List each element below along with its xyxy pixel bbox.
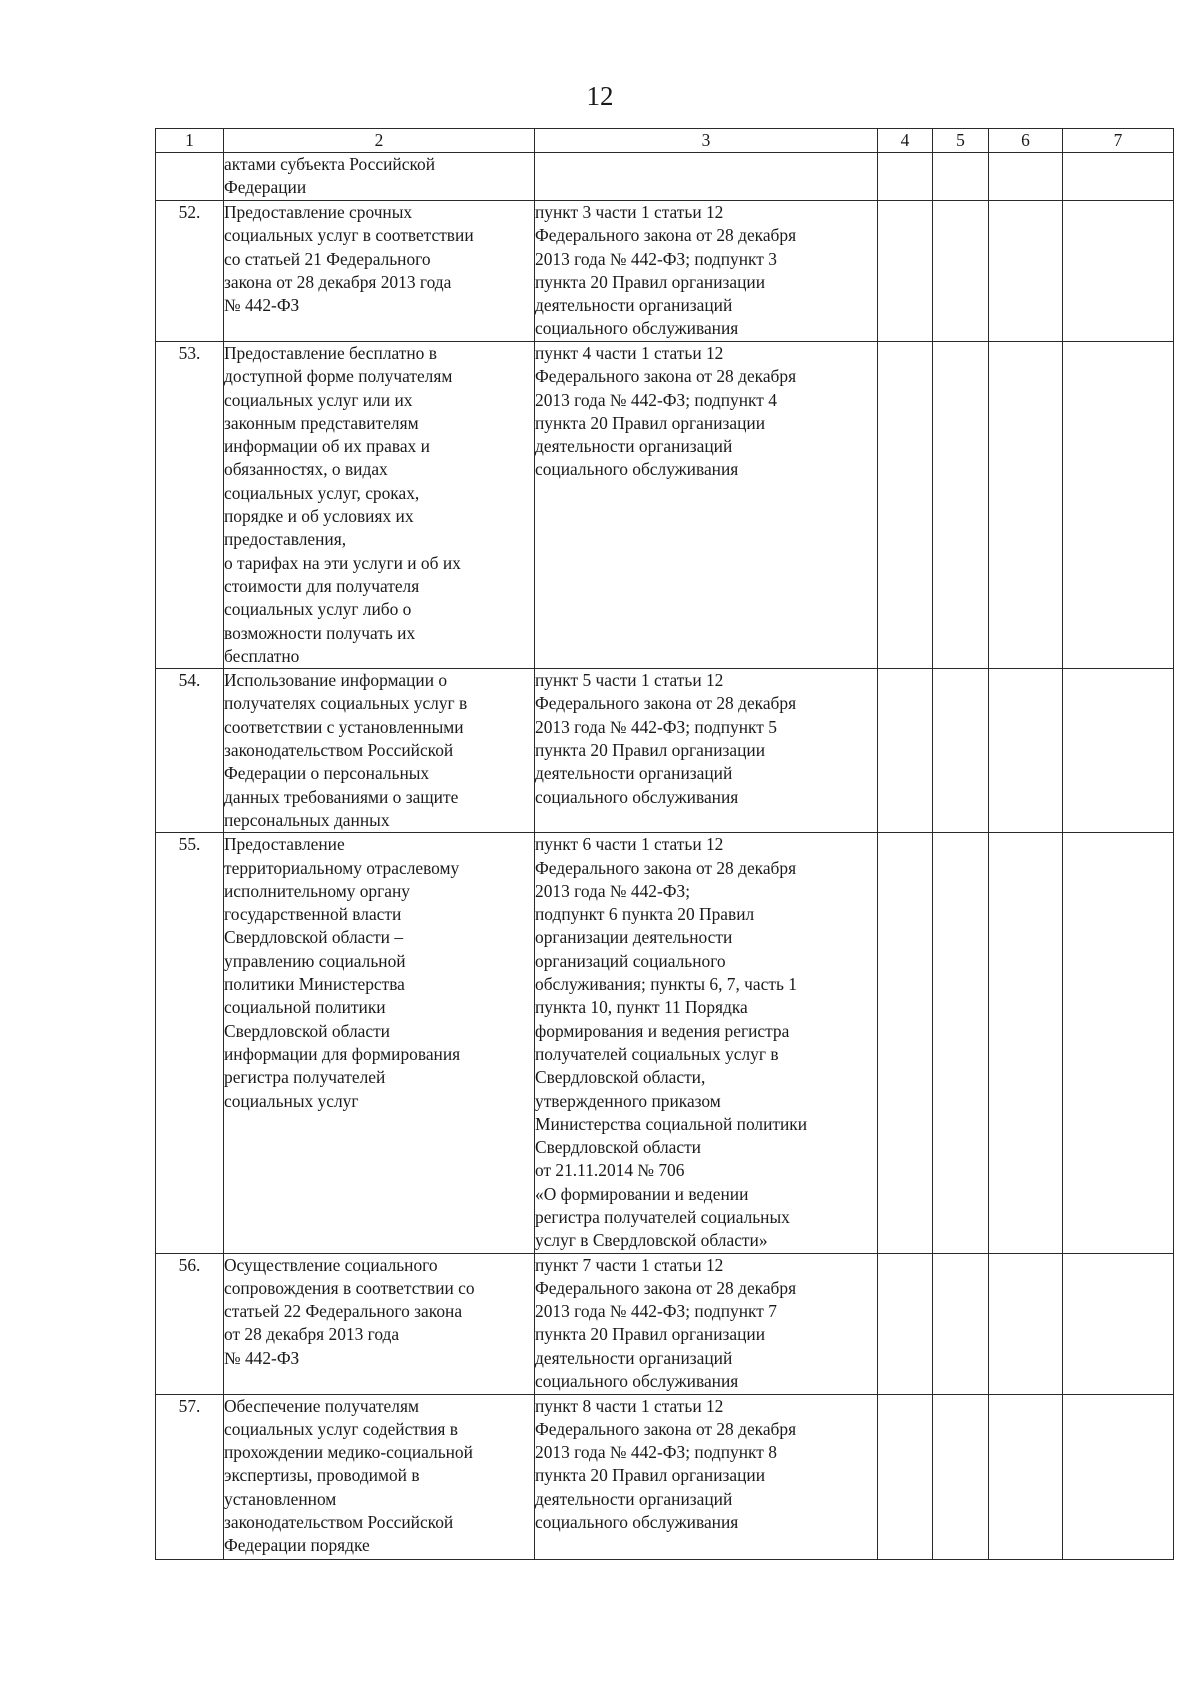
row-number: 55. bbox=[156, 833, 224, 1253]
row-number bbox=[156, 153, 224, 201]
empty-cell bbox=[1063, 153, 1174, 201]
legal-basis: пункт 6 части 1 статьи 12 Федерального закона от 28 декабря 2013 года № 442-ФЗ; подпункт 6 пункта 20 Правил организации деятельности организаций социального обслуживания; пункты 6, 7, часть 1 пункта 10, пункт 11 Порядка формирования и ведения регистра получателей социальных услуг в Свердловской области, утвержденного приказом Министерства социальной политики Свердловской области от 21.11.2014 № 706 «О формировании и ведении регистра получателей социальных услуг в Свердловской области» bbox=[535, 833, 878, 1253]
empty-cell bbox=[878, 153, 933, 201]
legal-basis: пункт 7 части 1 статьи 12 Федерального закона от 28 декабря 2013 года № 442-ФЗ; подпункт 7 пункта 20 Правил организации деятельности организаций социального обслуживания bbox=[535, 1253, 878, 1394]
empty-cell bbox=[989, 669, 1063, 833]
requirement-text: Предоставление территориальному отраслевому исполнительному органу государственной власти Свердловской области – управлению социальной политики Министерства социальной политики Свердловской области информации для формирования регистра получателей социальных услуг bbox=[224, 833, 535, 1253]
empty-cell bbox=[989, 1253, 1063, 1394]
empty-cell bbox=[933, 1394, 989, 1559]
table-row bbox=[156, 342, 1174, 669]
requirement-text: Использование информации о получателях социальных услуг в соответствии с установленными законодательством Российской Федерации о персональных данных требованиями о защите персональных данных bbox=[224, 669, 535, 833]
empty-cell bbox=[1063, 1253, 1174, 1394]
empty-cell bbox=[1063, 833, 1174, 1253]
table-row bbox=[156, 833, 1174, 1253]
table-row bbox=[156, 669, 1174, 833]
legal-basis: пункт 3 части 1 статьи 12 Федерального закона от 28 декабря 2013 года № 442-ФЗ; подпункт 3 пункта 20 Правил организации деятельности организаций социального обслуживания bbox=[535, 201, 878, 342]
legal-basis: пункт 5 части 1 статьи 12 Федерального закона от 28 декабря 2013 года № 442-ФЗ; подпункт 5 пункта 20 Правил организации деятельности организаций социального обслуживания bbox=[535, 669, 878, 833]
legal-basis bbox=[535, 153, 878, 201]
requirement-text: актами субъекта Российской Федерации bbox=[224, 153, 535, 201]
page-number: 12 bbox=[586, 81, 614, 111]
empty-cell bbox=[933, 201, 989, 342]
row-number: 57. bbox=[156, 1394, 224, 1559]
column-number-1: 1 bbox=[156, 129, 224, 153]
legal-basis: пункт 8 части 1 статьи 12 Федерального закона от 28 декабря 2013 года № 442-ФЗ; подпункт 8 пункта 20 Правил организации деятельности организаций социального обслуживания bbox=[535, 1394, 878, 1559]
empty-cell bbox=[989, 153, 1063, 201]
empty-cell bbox=[1063, 342, 1174, 669]
empty-cell bbox=[878, 669, 933, 833]
column-number-6: 6 bbox=[989, 129, 1063, 153]
empty-cell bbox=[1063, 1394, 1174, 1559]
legal-basis: пункт 4 части 1 статьи 12 Федерального закона от 28 декабря 2013 года № 442-ФЗ; подпункт 4 пункта 20 Правил организации деятельности организаций социального обслуживания bbox=[535, 342, 878, 669]
empty-cell bbox=[933, 1253, 989, 1394]
column-number-4: 4 bbox=[878, 129, 933, 153]
empty-cell bbox=[933, 833, 989, 1253]
empty-cell bbox=[989, 833, 1063, 1253]
empty-cell bbox=[878, 1253, 933, 1394]
column-number-7: 7 bbox=[1063, 129, 1174, 153]
empty-cell bbox=[878, 201, 933, 342]
empty-cell bbox=[1063, 669, 1174, 833]
empty-cell bbox=[1063, 201, 1174, 342]
requirements-table bbox=[155, 128, 1174, 1560]
requirement-text: Осуществление социального сопровождения в соответствии со статьей 22 Федерального закона от 28 декабря 2013 года № 442-ФЗ bbox=[224, 1253, 535, 1394]
table-row bbox=[156, 201, 1174, 342]
empty-cell bbox=[989, 1394, 1063, 1559]
table-row bbox=[156, 153, 1174, 201]
empty-cell bbox=[989, 342, 1063, 669]
requirement-text: Предоставление срочных социальных услуг в соответствии со статьей 21 Федерального закона от 28 декабря 2013 года № 442-ФЗ bbox=[224, 201, 535, 342]
table-row bbox=[156, 1394, 1174, 1559]
empty-cell bbox=[933, 342, 989, 669]
column-number-5: 5 bbox=[933, 129, 989, 153]
row-number: 52. bbox=[156, 201, 224, 342]
requirement-text: Обеспечение получателям социальных услуг содействия в прохождении медико-социальной экспертизы, проводимой в установленном законодательством Российской Федерации порядке bbox=[224, 1394, 535, 1559]
empty-cell bbox=[878, 342, 933, 669]
empty-cell bbox=[933, 669, 989, 833]
column-number-header-row bbox=[156, 129, 1174, 153]
requirement-text: Предоставление бесплатно в доступной форме получателям социальных услуг или их законным представителям информации об их правах и обязанностях, о видах социальных услуг, сроках, порядке и об условиях их предоставления, о тарифах на эти услуги и об их стоимости для получателя социальных услуг либо о возможности получать их бесплатно bbox=[224, 342, 535, 669]
column-number-3: 3 bbox=[535, 129, 878, 153]
empty-cell bbox=[989, 201, 1063, 342]
empty-cell bbox=[878, 833, 933, 1253]
row-number: 54. bbox=[156, 669, 224, 833]
row-number: 56. bbox=[156, 1253, 224, 1394]
row-number: 53. bbox=[156, 342, 224, 669]
empty-cell bbox=[878, 1394, 933, 1559]
column-number-2: 2 bbox=[224, 129, 535, 153]
table-row bbox=[156, 1253, 1174, 1394]
empty-cell bbox=[933, 153, 989, 201]
